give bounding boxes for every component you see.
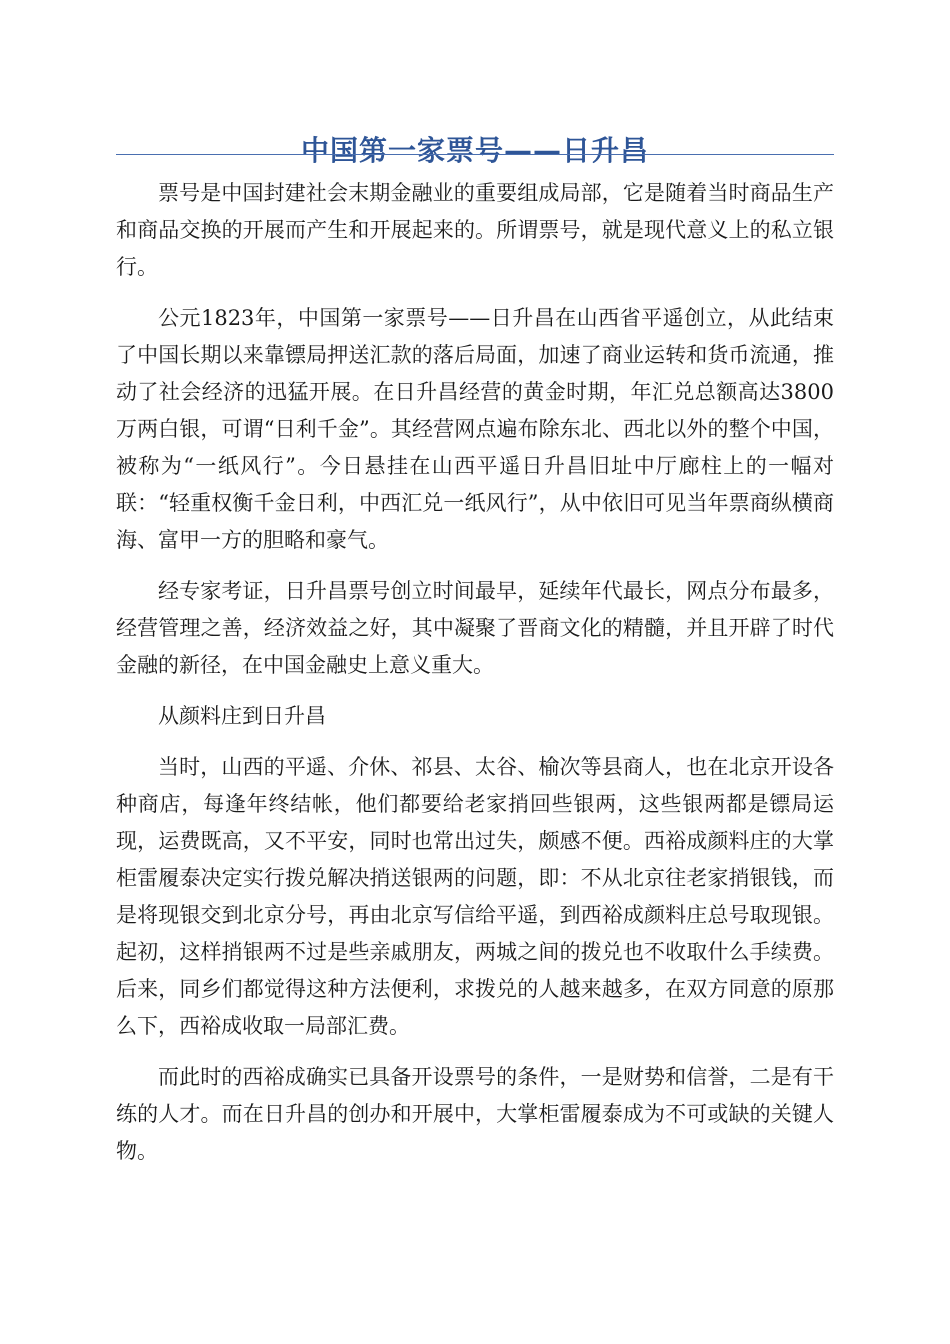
paragraph-intro: 票号是中国封建社会末期金融业的重要组成局部，它是随着当时商品生产和商品交换的开展而产生和开展起来的。所谓票号，就是现代意义上的私立银行。 (116, 181, 834, 279)
page-title: 中国第一家票号——日升昌 (300, 133, 649, 167)
section-heading: 从颜料庄到日升昌 (158, 704, 326, 728)
paragraph-conditions: 而此时的西裕成确实已具备开设票号的条件，一是财势和信誉，二是有干练的人才。而在日升昌的创办和开展中，大掌柜雷履泰成为不可或缺的关键人物。 (116, 1065, 834, 1163)
paragraph-founding: 公元1823年，中国第一家票号——日升昌在山西省平遥创立，从此结束了中国长期以来靠镖局押送汇款的落后局面，加速了商业运转和货币流通，推动了社会经济的迅猛开展。在日升昌经营的黄金时期，年汇兑总额高达3800万两白银，可谓“日利千金”。其经营网点遍布除东北、西北以外的整个中国，被称为“一纸风行”。今日悬挂在山西平遥日升昌旧址中厅廊柱上的一幅对联：“轻重权衡千金日利，中西汇兑一纸风行”，从中依旧可见当年票商纵横商海、富甲一方的胆略和豪气。 (116, 306, 834, 552)
title-underline (116, 154, 834, 155)
paragraph-origin: 当时，山西的平遥、介休、祁县、太谷、榆次等县商人，也在北京开设各种商店，每逢年终结帐，他们都要给老家捎回些银两，这些银两都是镖局运现，运费既高，又不平安，同时也常出过失，颇感不便。西裕成颜料庄的大掌柜雷履泰决定实行拨兑解决捎送银两的问题，即：不从北京往老家捎银钱，而是将现银交到北京分号，再由北京写信给平遥，到西裕成颜料庄总号取现银。起初，这样捎银两不过是些亲戚朋友，两城之间的拨兑也不收取什么手续费。后来，同乡们都觉得这种方法便利，求拨兑的人越来越多，在双方同意的原那么下，西裕成收取一局部汇费。 (116, 755, 834, 1038)
paragraph-significance: 经专家考证，日升昌票号创立时间最早，延续年代最长，网点分布最多，经营管理之善，经济效益之好，其中凝聚了晋商文化的精髓，并且开辟了时代金融的新径，在中国金融史上意义重大。 (116, 579, 834, 677)
document-body (116, 175, 834, 1184)
